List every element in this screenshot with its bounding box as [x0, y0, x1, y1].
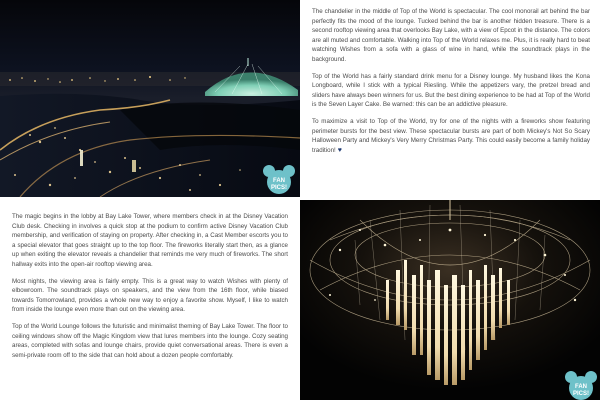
chandelier-photo [300, 200, 600, 400]
fan-pics-badge [262, 164, 296, 194]
right-text-column [312, 7, 590, 164]
fan-pics-badge [564, 370, 598, 400]
heart-icon: ♥ [337, 146, 342, 154]
mickey-ears-icon [564, 370, 598, 400]
fan-pics-label-line1: FAN [575, 384, 587, 390]
paragraph: Top of the World has a fairly standard drink menu for a Disney lounge. My husband likes the Kona Longboard, while I stick with a typical Riesling. While the appetizers vary, the pretzel bread and sliders have always been winners for us. But the best dining experience to be had at Top of the World is the Seven Layer Cake. Be warned: this can be an addictive pleasure. [312, 72, 590, 109]
night-aerial-photo [0, 0, 300, 197]
paragraph-text: To maximize a visit to Top of the World, try for one of the nights with a fireworks show featuring perimeter bursts for the best view. These spectacular bursts are part of both Mickey's Not So Scary Halloween Party and Mickey's Very Merry Christmas Party. This could easily become a family holiday tradition! [312, 118, 590, 154]
paragraph: The magic begins in the lobby at Bay Lake Tower, where members check in at the Disney Vacation Club desk. Checking in involves a quick stop at the podium to confirm active Disney Vacation Club membership, and verification of staying on property. After checking in, a Cast Member escorts you to a special elevator that goes straight up to the top floor. The fireworks literally start then, as a glance up when exiting the elevator reveals a chandelier that reminds me very much of fireworks. The short hallway exits into the open-air rooftop viewing area. [12, 213, 288, 269]
paragraph: The chandelier in the middle of Top of the World is spectacular. The cool monorail art behind the bar perfectly fits the mood of the lounge. Tucked behind the bar is another hidden treasure. There is a second rooftop viewing area that overlooks Bay Lake, with a view of Epcot in the distance. The colors are all muted and comfortable. Walking into Top of the World relaxes me. Plus, it is really hard to beat watching Wishes from a sofa with a glass of wine in hand, while the soundtrack plays in the background. [312, 8, 590, 64]
paragraph: Most nights, the viewing area is fairly empty. This is a great way to watch Wishes with plenty of elbowroom. The soundtrack plays on speakers, and the view from the 16th floor, while biased towards Tomorrowland, provides a whole new way to enjoy a favorite show. Myself, I like to watch from inside the lounge even more than out on the viewing area. [12, 277, 288, 314]
paragraph: Top of the World Lounge follows the futuristic and minimalist theming of Bay Lake Tower. The floor to ceiling windows show off the Magic Kingdom view that lures members into the lounge. Cozy seating areas, completed with sofas and lounge chairs, provide quiet conversational areas. There is even a semi-private room off to the side that can hold about a dozen people comfortably. [12, 323, 288, 359]
fan-pics-label-line2: PICS! [270, 185, 288, 191]
fan-pics-label-line1: FAN [273, 178, 285, 184]
left-text-column [12, 212, 288, 368]
fan-pics-label-line2: PICS! [572, 391, 590, 397]
paragraph [312, 117, 590, 157]
mickey-ears-icon [262, 164, 296, 194]
